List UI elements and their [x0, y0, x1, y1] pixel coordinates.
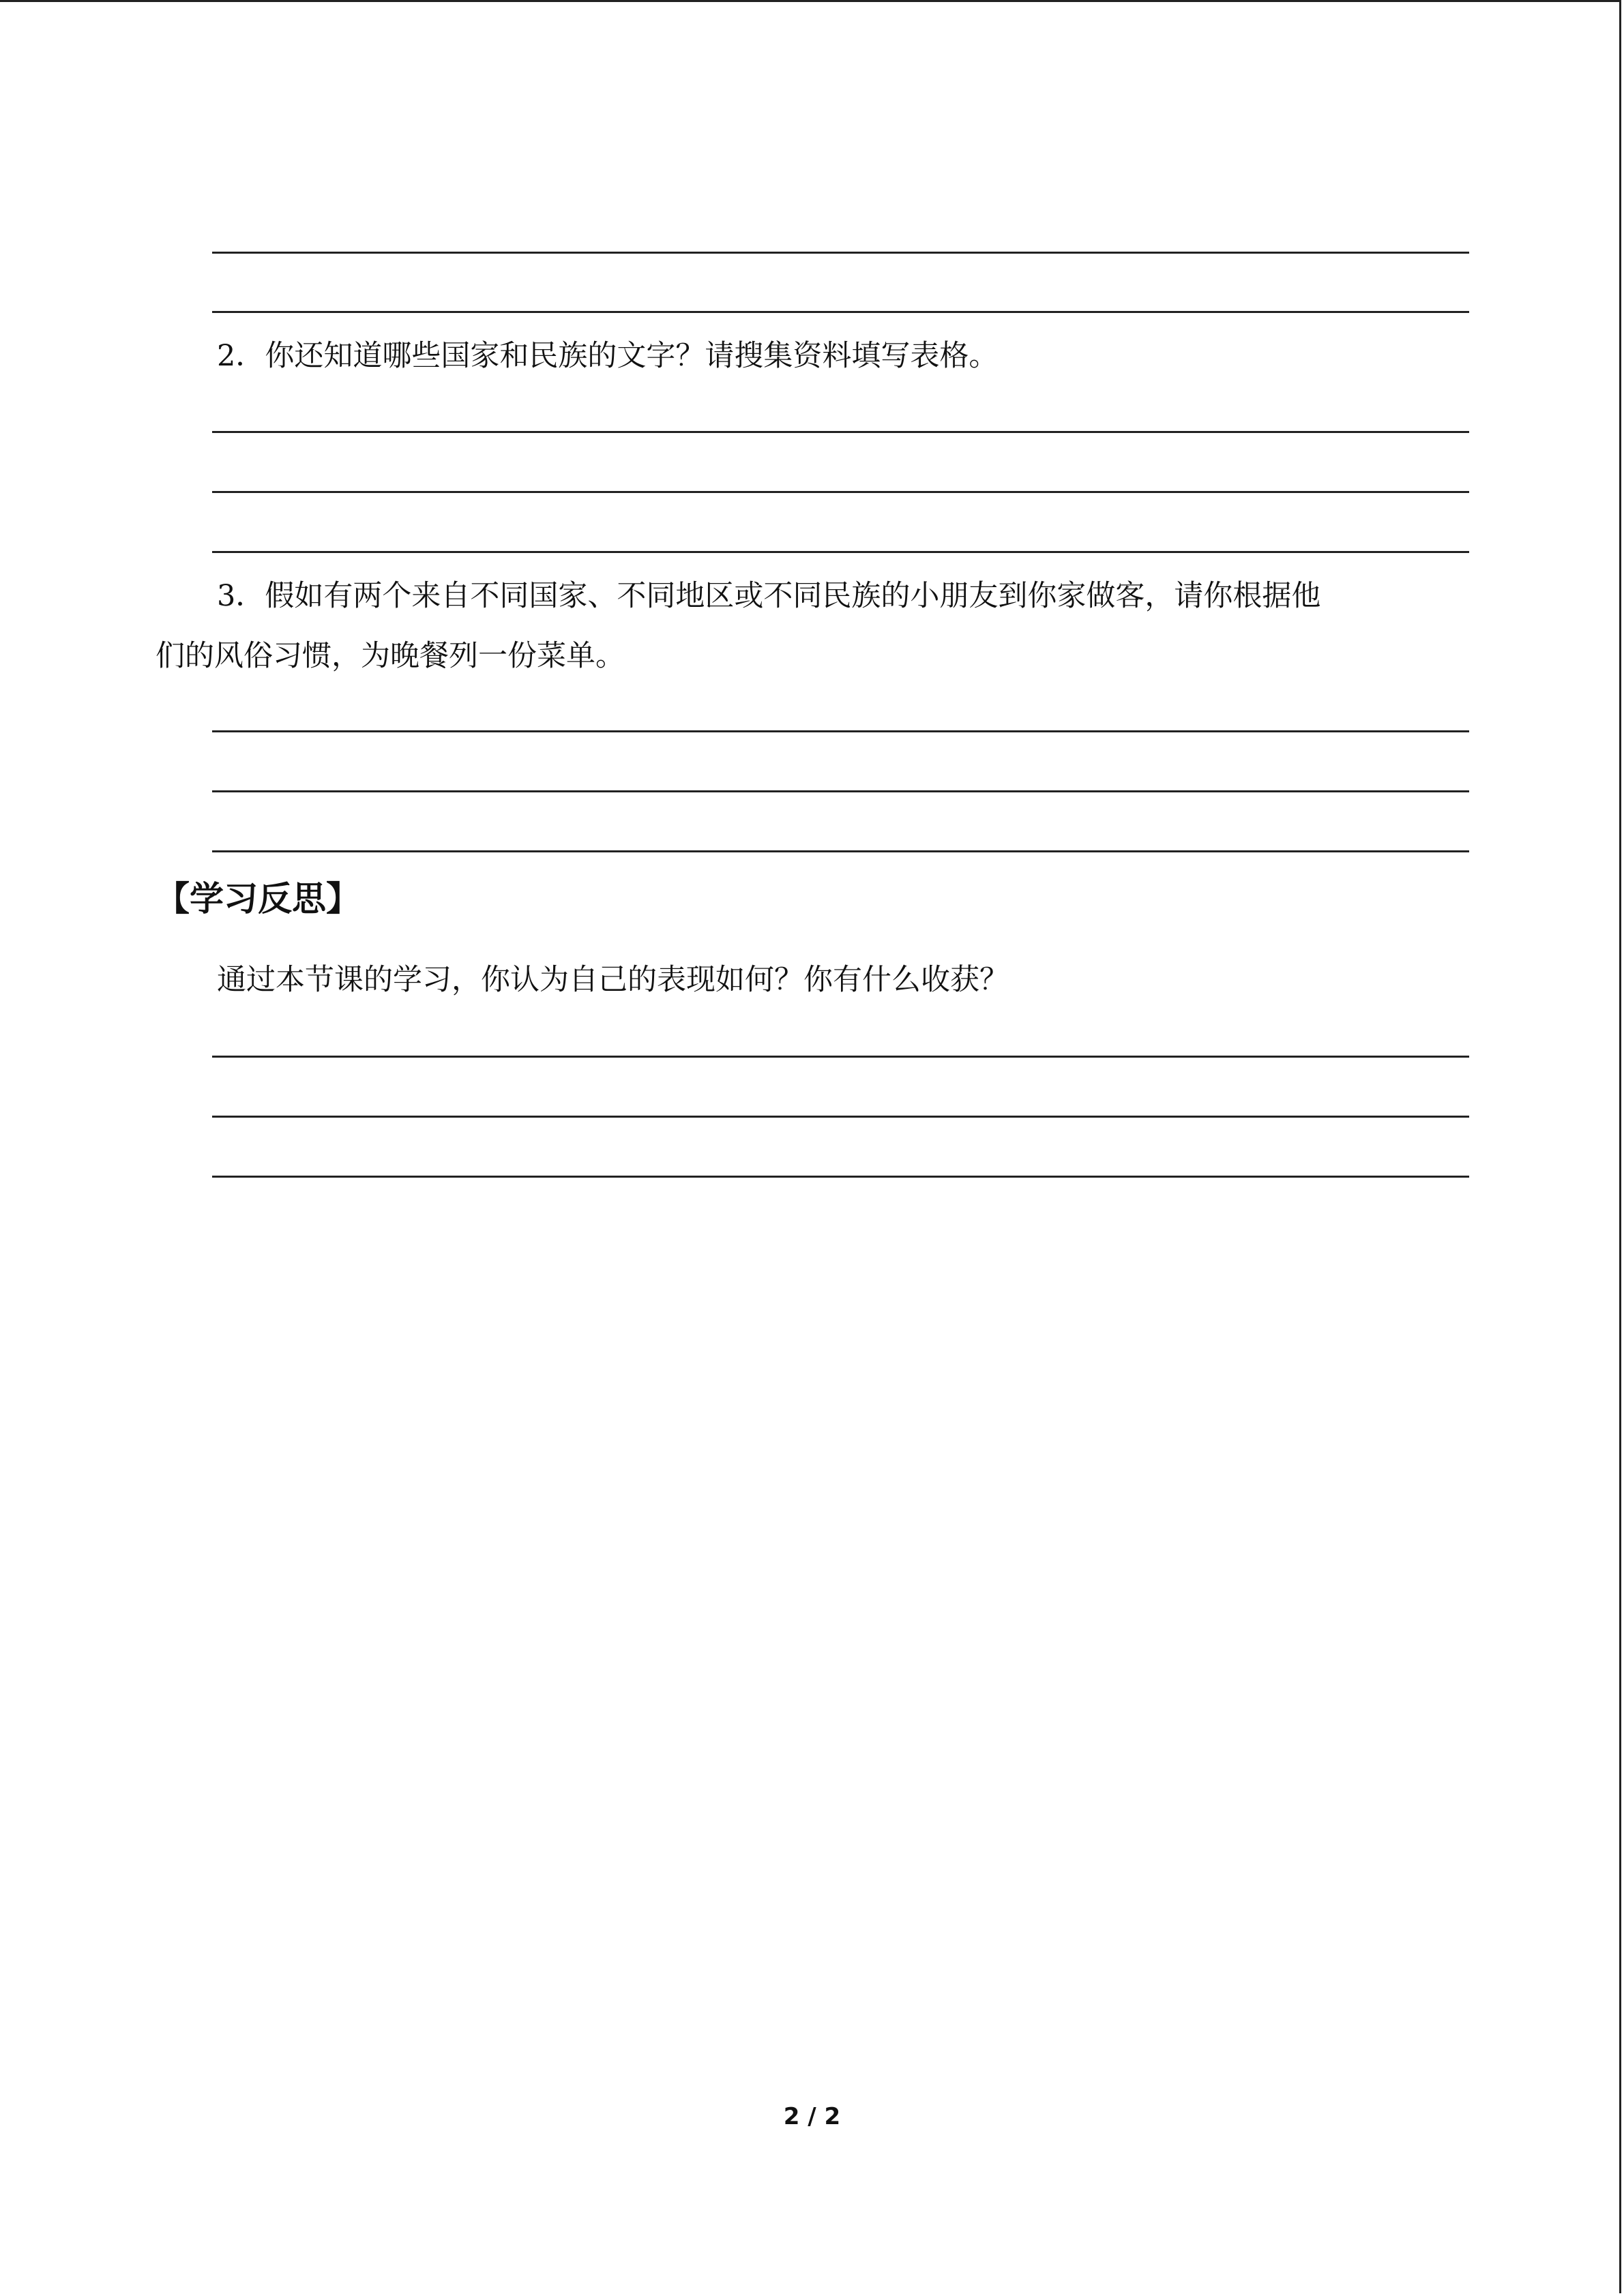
- answer-line[interactable]: [212, 491, 1469, 493]
- answer-line[interactable]: [212, 311, 1469, 313]
- answer-line[interactable]: [212, 850, 1469, 852]
- question-3-text-line1: 3．假如有两个来自不同国家、不同地区或不同民族的小朋友到你家做客，请你根据他: [217, 579, 1321, 613]
- answer-line[interactable]: [212, 1116, 1469, 1118]
- answer-line[interactable]: [212, 551, 1469, 553]
- answer-line[interactable]: [212, 790, 1469, 792]
- answer-line[interactable]: [212, 431, 1469, 433]
- question-3-text-line2: 们的风俗习惯，为晚餐列一份菜单。: [156, 639, 625, 673]
- section-heading-reflection: 【学习反思】: [156, 879, 360, 919]
- page-number: 2 / 2: [783, 2103, 841, 2130]
- answer-line[interactable]: [212, 1056, 1469, 1058]
- reflection-prompt: 通过本节课的学习，你认为自己的表现如何？你有什么收获？: [217, 963, 1009, 997]
- answer-line[interactable]: [212, 730, 1469, 732]
- answer-line[interactable]: [212, 1176, 1469, 1178]
- answer-line[interactable]: [212, 252, 1469, 254]
- question-2-text: 2．你还知道哪些国家和民族的文字？请搜集资料填写表格。: [217, 339, 999, 373]
